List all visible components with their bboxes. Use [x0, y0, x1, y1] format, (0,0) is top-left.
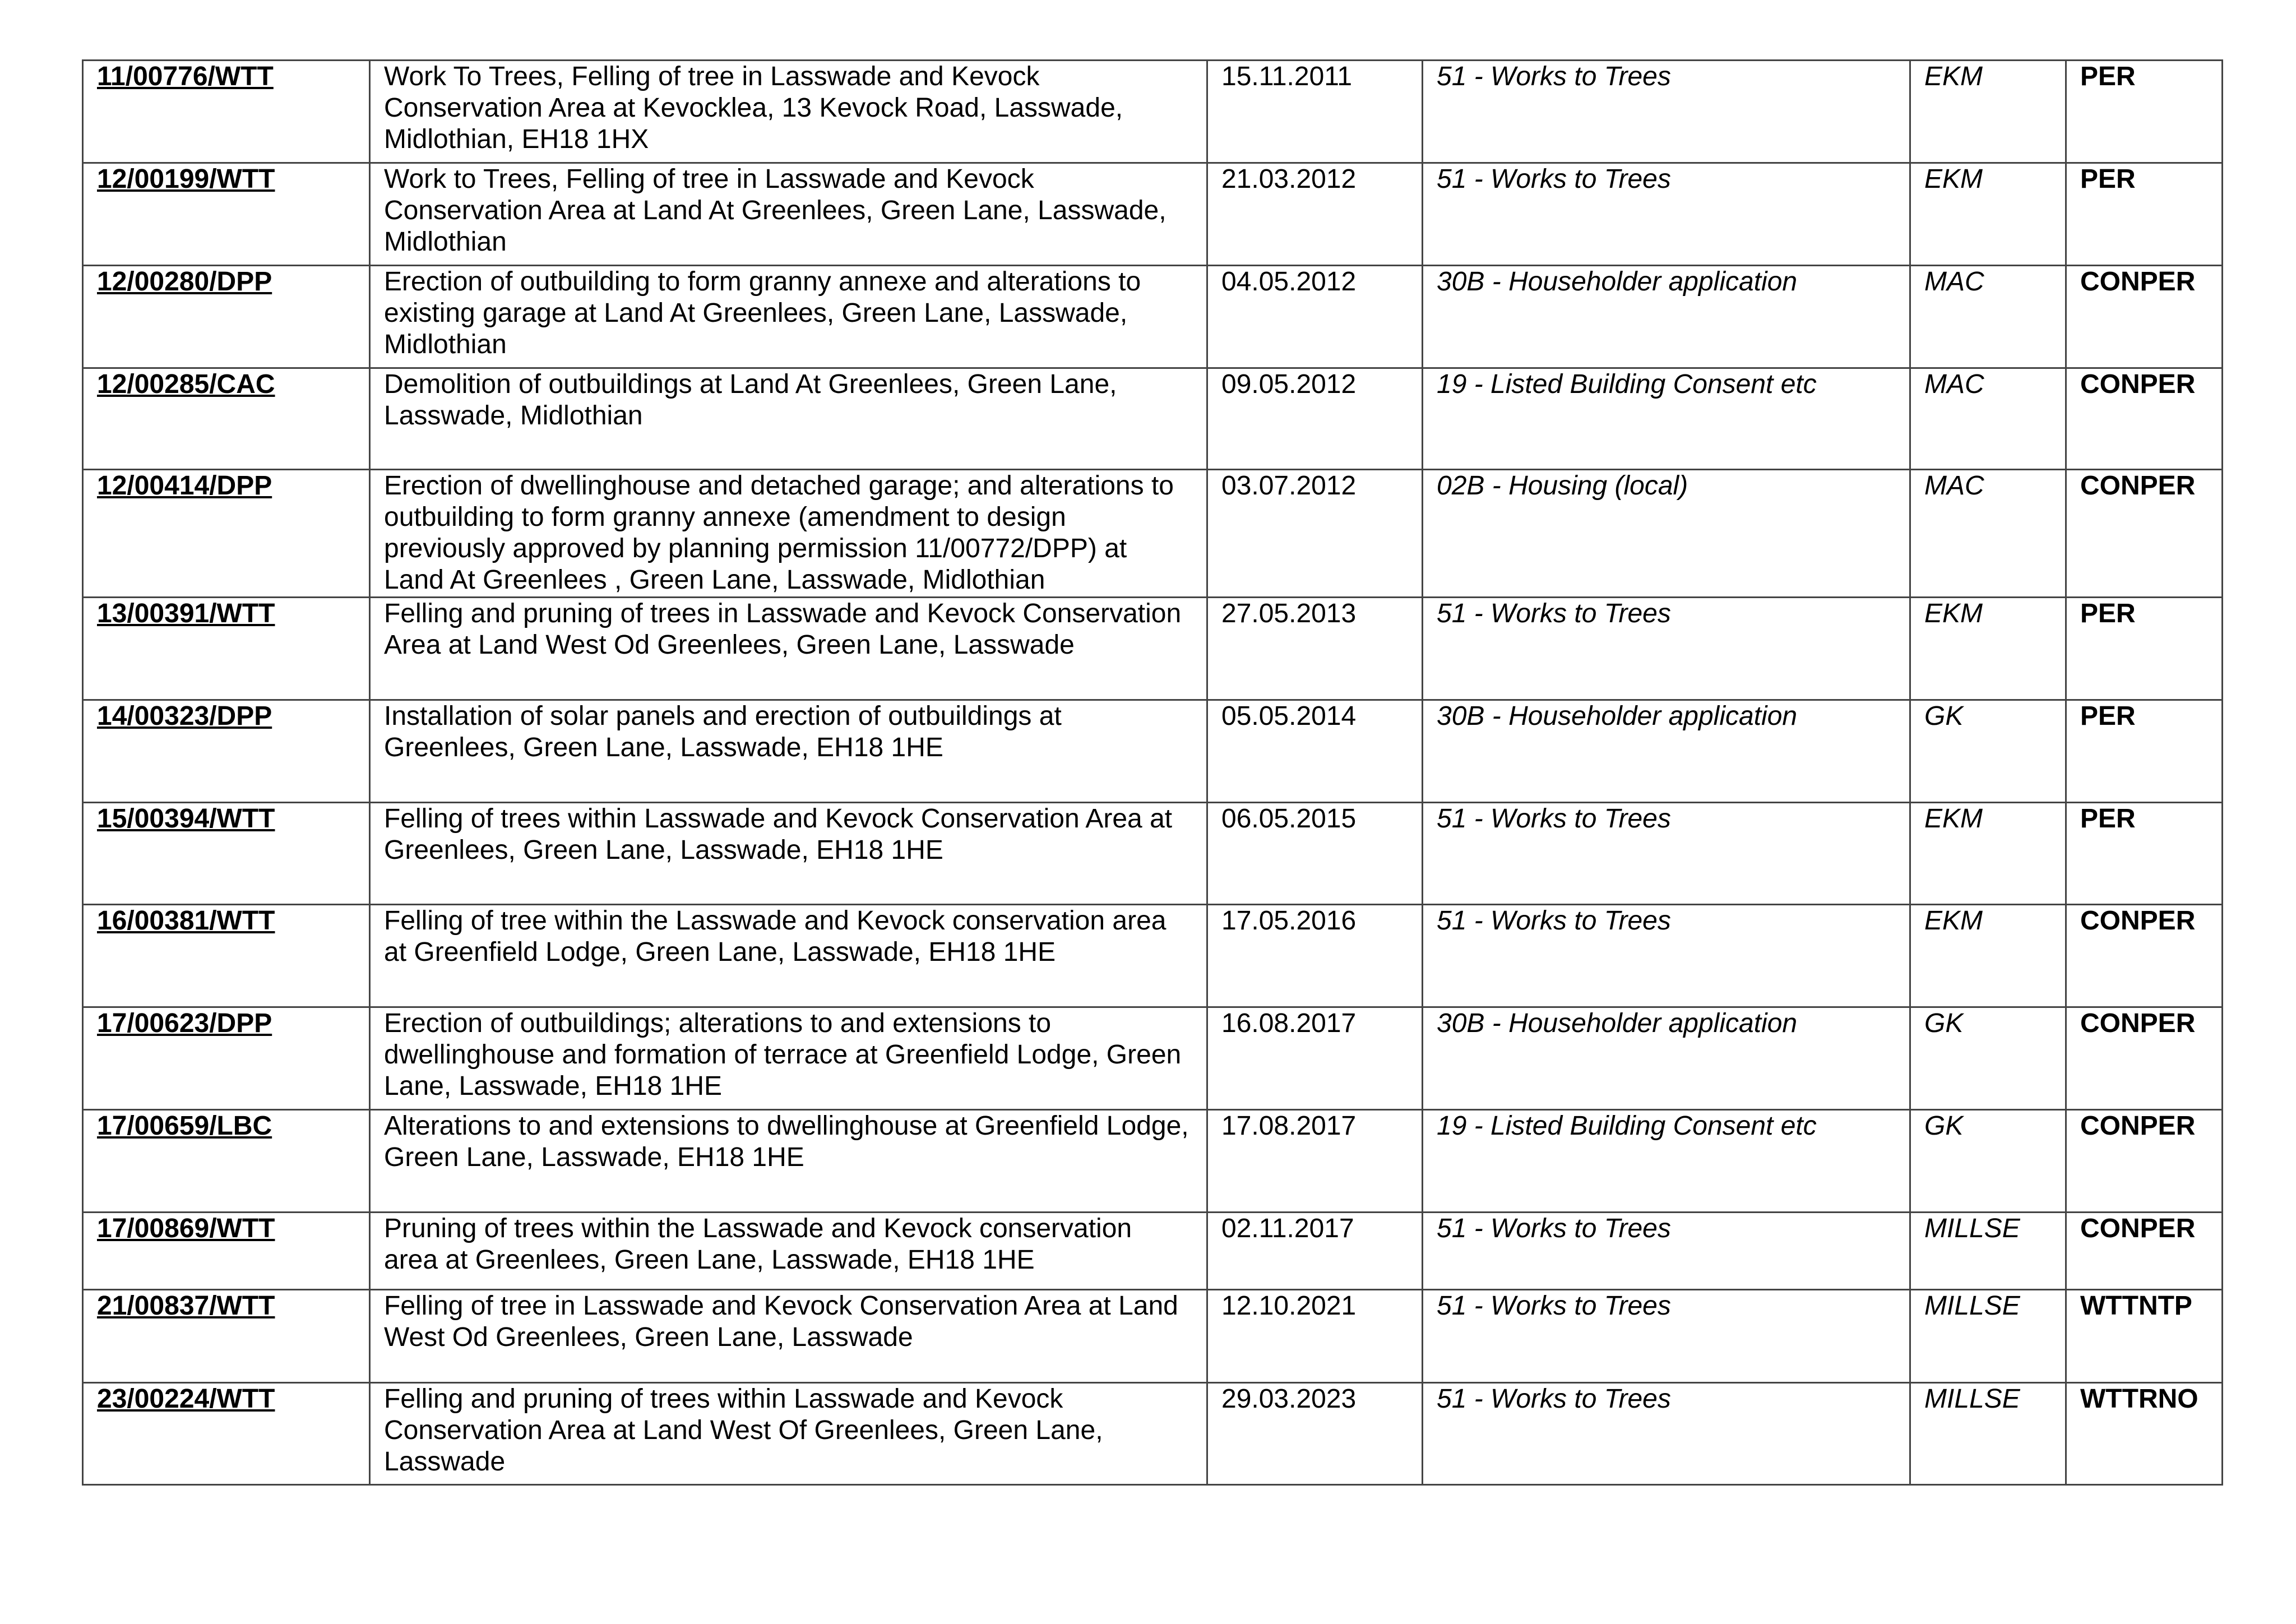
application-category: 30B - Householder application — [1423, 1007, 1910, 1110]
application-description: Erection of outbuilding to form granny annexe and alterations to existing garage at Land At Greenlees, Green Lane, Lasswade, Midlothian — [370, 266, 1207, 368]
planning-applications-table — [82, 59, 2223, 1486]
application-ref-link[interactable]: 16/00381/WTT — [83, 905, 370, 1007]
application-category: 30B - Householder application — [1423, 266, 1910, 368]
application-date: 09.05.2012 — [1207, 368, 1423, 470]
application-description: Work to Trees, Felling of tree in Lasswade and Kevock Conservation Area at Land At Greenlees, Green Lane, Lasswade, Midlothian — [370, 163, 1207, 266]
application-date: 15.11.2011 — [1207, 61, 1423, 163]
application-category: 51 - Works to Trees — [1423, 598, 1910, 700]
application-description: Felling of tree within the Lasswade and Kevock conservation area at Greenfield Lodge, Green Lane, Lasswade, EH18 1HE — [370, 905, 1207, 1007]
case-officer: MAC — [1910, 470, 2066, 598]
application-description: Felling of tree in Lasswade and Kevock Conservation Area at Land West Od Greenlees, Green Lane, Lasswade — [370, 1290, 1207, 1383]
decision-code: WTTNTP — [2066, 1290, 2223, 1383]
decision-code: PER — [2066, 598, 2223, 700]
application-description: Felling of trees within Lasswade and Kevock Conservation Area at Greenlees, Green Lane, Lasswade, EH18 1HE — [370, 803, 1207, 905]
decision-code: PER — [2066, 163, 2223, 266]
decision-code: PER — [2066, 803, 2223, 905]
application-description: Work To Trees, Felling of tree in Lasswade and Kevock Conservation Area at Kevocklea, 13 Kevock Road, Lasswade, Midlothian, EH18 1HX — [370, 61, 1207, 163]
case-officer: MAC — [1910, 368, 2066, 470]
case-officer: MILLSE — [1910, 1213, 2066, 1290]
application-description: Erection of outbuildings; alterations to and extensions to dwellinghouse and formation of terrace at Greenfield Lodge, Green Lane, Lasswade, EH18 1HE — [370, 1007, 1207, 1110]
application-ref-link[interactable]: 12/00414/DPP — [83, 470, 370, 598]
application-description: Installation of solar panels and erection of outbuildings at Greenlees, Green Lane, Lasswade, EH18 1HE — [370, 700, 1207, 803]
application-description: Alterations to and extensions to dwellinghouse at Greenfield Lodge, Green Lane, Lasswade, EH18 1HE — [370, 1110, 1207, 1213]
application-category: 51 - Works to Trees — [1423, 163, 1910, 266]
table-body — [83, 61, 2223, 1485]
decision-code: CONPER — [2066, 368, 2223, 470]
application-category: 19 - Listed Building Consent etc — [1423, 368, 1910, 470]
case-officer: MILLSE — [1910, 1383, 2066, 1485]
application-category: 02B - Housing (local) — [1423, 470, 1910, 598]
decision-code: CONPER — [2066, 1007, 2223, 1110]
table-row — [83, 266, 2223, 368]
application-date: 02.11.2017 — [1207, 1213, 1423, 1290]
decision-code: CONPER — [2066, 266, 2223, 368]
application-description: Pruning of trees within the Lasswade and Kevock conservation area at Greenlees, Green Lane, Lasswade, EH18 1HE — [370, 1213, 1207, 1290]
case-officer: GK — [1910, 700, 2066, 803]
application-date: 27.05.2013 — [1207, 598, 1423, 700]
application-date: 04.05.2012 — [1207, 266, 1423, 368]
table-row — [83, 163, 2223, 266]
table-row — [83, 1007, 2223, 1110]
application-category: 51 - Works to Trees — [1423, 1290, 1910, 1383]
application-date: 12.10.2021 — [1207, 1290, 1423, 1383]
table-row — [83, 700, 2223, 803]
decision-code: CONPER — [2066, 905, 2223, 1007]
application-ref-link[interactable]: 12/00280/DPP — [83, 266, 370, 368]
application-date: 29.03.2023 — [1207, 1383, 1423, 1485]
application-ref-link[interactable]: 17/00623/DPP — [83, 1007, 370, 1110]
application-ref-link[interactable]: 13/00391/WTT — [83, 598, 370, 700]
application-ref-link[interactable]: 14/00323/DPP — [83, 700, 370, 803]
table-row — [83, 1110, 2223, 1213]
application-category: 51 - Works to Trees — [1423, 803, 1910, 905]
application-ref-link[interactable]: 11/00776/WTT — [83, 61, 370, 163]
decision-code: CONPER — [2066, 1213, 2223, 1290]
table-row — [83, 803, 2223, 905]
table-row — [83, 1383, 2223, 1485]
application-description: Felling and pruning of trees in Lasswade and Kevock Conservation Area at Land West Od Greenlees, Green Lane, Lasswade — [370, 598, 1207, 700]
application-description: Felling and pruning of trees within Lasswade and Kevock Conservation Area at Land West Of Greenlees, Green Lane, Lasswade — [370, 1383, 1207, 1485]
application-category: 30B - Householder application — [1423, 700, 1910, 803]
case-officer: GK — [1910, 1007, 2066, 1110]
application-category: 51 - Works to Trees — [1423, 1213, 1910, 1290]
case-officer: EKM — [1910, 163, 2066, 266]
case-officer: MILLSE — [1910, 1290, 2066, 1383]
application-date: 06.05.2015 — [1207, 803, 1423, 905]
application-date: 17.05.2016 — [1207, 905, 1423, 1007]
application-description: Demolition of outbuildings at Land At Greenlees, Green Lane, Lasswade, Midlothian — [370, 368, 1207, 470]
application-ref-link[interactable]: 21/00837/WTT — [83, 1290, 370, 1383]
decision-code: WTTRNO — [2066, 1383, 2223, 1485]
decision-code: CONPER — [2066, 470, 2223, 598]
table-row — [83, 61, 2223, 163]
application-ref-link[interactable]: 23/00224/WTT — [83, 1383, 370, 1485]
case-officer: EKM — [1910, 598, 2066, 700]
application-date: 16.08.2017 — [1207, 1007, 1423, 1110]
application-ref-link[interactable]: 12/00199/WTT — [83, 163, 370, 266]
table-row — [83, 470, 2223, 598]
application-description: Erection of dwellinghouse and detached garage; and alterations to outbuilding to form granny annexe (amendment to design previously approved by planning permission 11/00772/DPP) at Land At Greenlees , Green Lane, Lasswade, Midlothian — [370, 470, 1207, 598]
decision-code: PER — [2066, 700, 2223, 803]
table-row — [83, 1213, 2223, 1290]
case-officer: EKM — [1910, 803, 2066, 905]
table-row — [83, 1290, 2223, 1383]
application-ref-link[interactable]: 17/00659/LBC — [83, 1110, 370, 1213]
application-date: 21.03.2012 — [1207, 163, 1423, 266]
application-category: 51 - Works to Trees — [1423, 1383, 1910, 1485]
application-category: 51 - Works to Trees — [1423, 61, 1910, 163]
decision-code: PER — [2066, 61, 2223, 163]
table-row — [83, 368, 2223, 470]
application-category: 51 - Works to Trees — [1423, 905, 1910, 1007]
application-ref-link[interactable]: 12/00285/CAC — [83, 368, 370, 470]
table-row — [83, 598, 2223, 700]
application-date: 17.08.2017 — [1207, 1110, 1423, 1213]
case-officer: GK — [1910, 1110, 2066, 1213]
case-officer: MAC — [1910, 266, 2066, 368]
application-ref-link[interactable]: 15/00394/WTT — [83, 803, 370, 905]
application-ref-link[interactable]: 17/00869/WTT — [83, 1213, 370, 1290]
application-date: 03.07.2012 — [1207, 470, 1423, 598]
application-category: 19 - Listed Building Consent etc — [1423, 1110, 1910, 1213]
decision-code: CONPER — [2066, 1110, 2223, 1213]
case-officer: EKM — [1910, 905, 2066, 1007]
table-row — [83, 905, 2223, 1007]
application-date: 05.05.2014 — [1207, 700, 1423, 803]
case-officer: EKM — [1910, 61, 2066, 163]
